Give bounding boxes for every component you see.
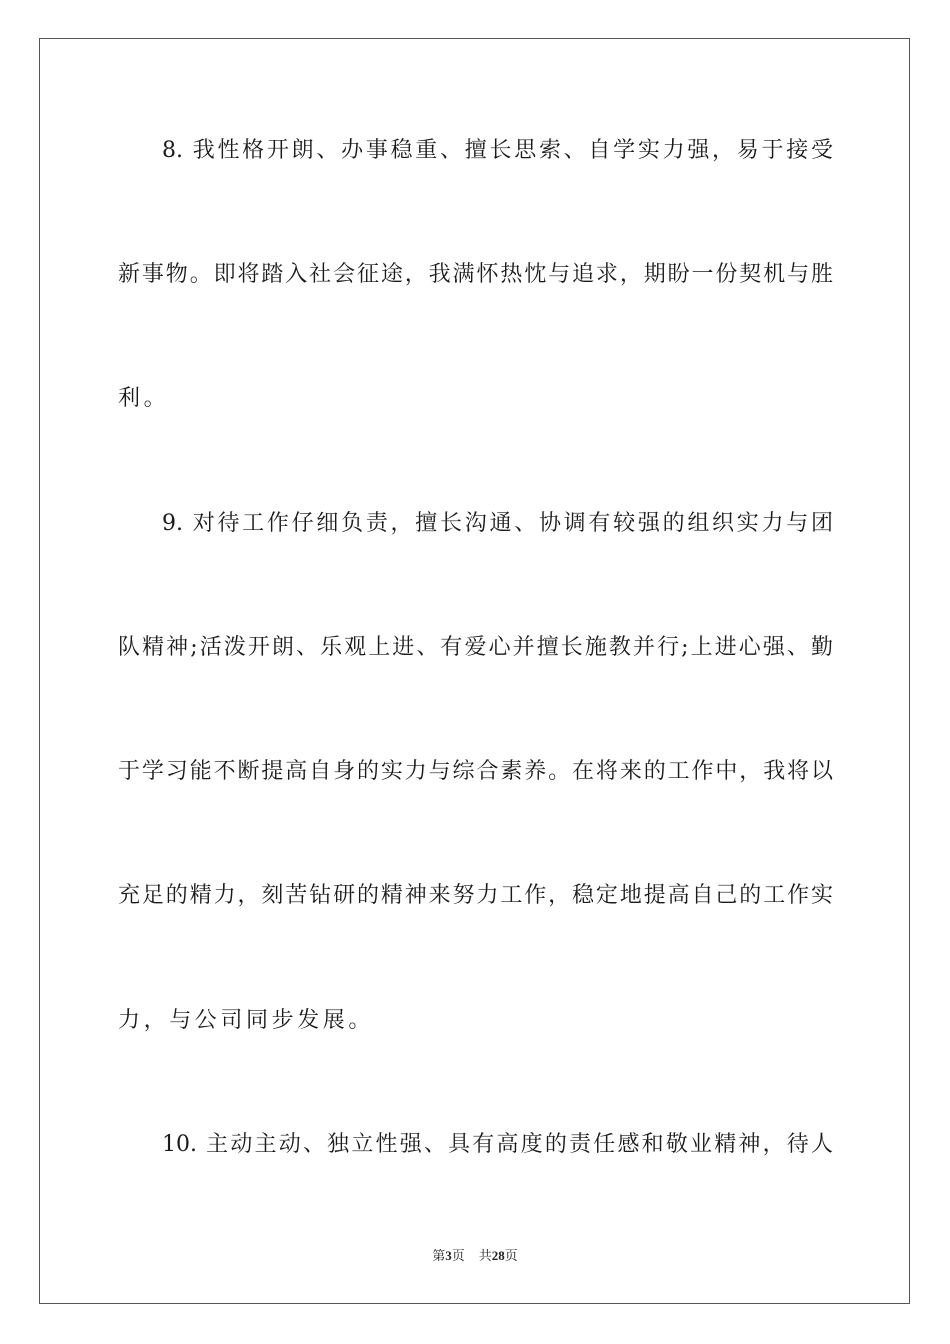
footer-page-prefix: 第 xyxy=(432,1248,446,1263)
footer-page-suffix: 页 xyxy=(451,1248,465,1263)
footer-total-prefix: 共 xyxy=(478,1248,492,1263)
paragraph-8-line-2: 新事物。即将踏入社会征途，我满怀热忱与追求，期盼一份契机与胜 xyxy=(118,262,833,287)
paragraph-9-line-2: 队精神;活泼开朗、乐观上进、有爱心并擅长施教并行;上进心强、勤 xyxy=(118,635,833,660)
paragraph-9-line-4: 充足的精力，刻苦钻研的精神来努力工作，稳定地提高自己的工作实 xyxy=(118,883,833,908)
paragraph-9-line-1: 9. 对待工作仔细负责，擅长沟通、协调有较强的组织实力与团 xyxy=(162,511,833,536)
paragraph-9-line-5: 力，与公司同步发展。 xyxy=(118,1008,375,1033)
footer-total-pages: 28 xyxy=(491,1248,505,1263)
footer-total-suffix: 页 xyxy=(504,1248,518,1263)
paragraph-8-line-3: 利。 xyxy=(118,386,170,411)
page-footer xyxy=(0,1247,950,1265)
footer-page-number: 3 xyxy=(445,1248,452,1263)
page-border xyxy=(39,38,910,1304)
paragraph-8-line-1: 8. 我性格开朗、办事稳重、擅长思索、自学实力强，易于接受 xyxy=(162,138,833,163)
paragraph-10-line-1: 10. 主动主动、独立性强、具有高度的责任感和敬业精神，待人 xyxy=(162,1132,833,1157)
paragraph-9-line-3: 于学习能不断提高自身的实力与综合素养。在将来的工作中，我将以 xyxy=(118,759,833,784)
